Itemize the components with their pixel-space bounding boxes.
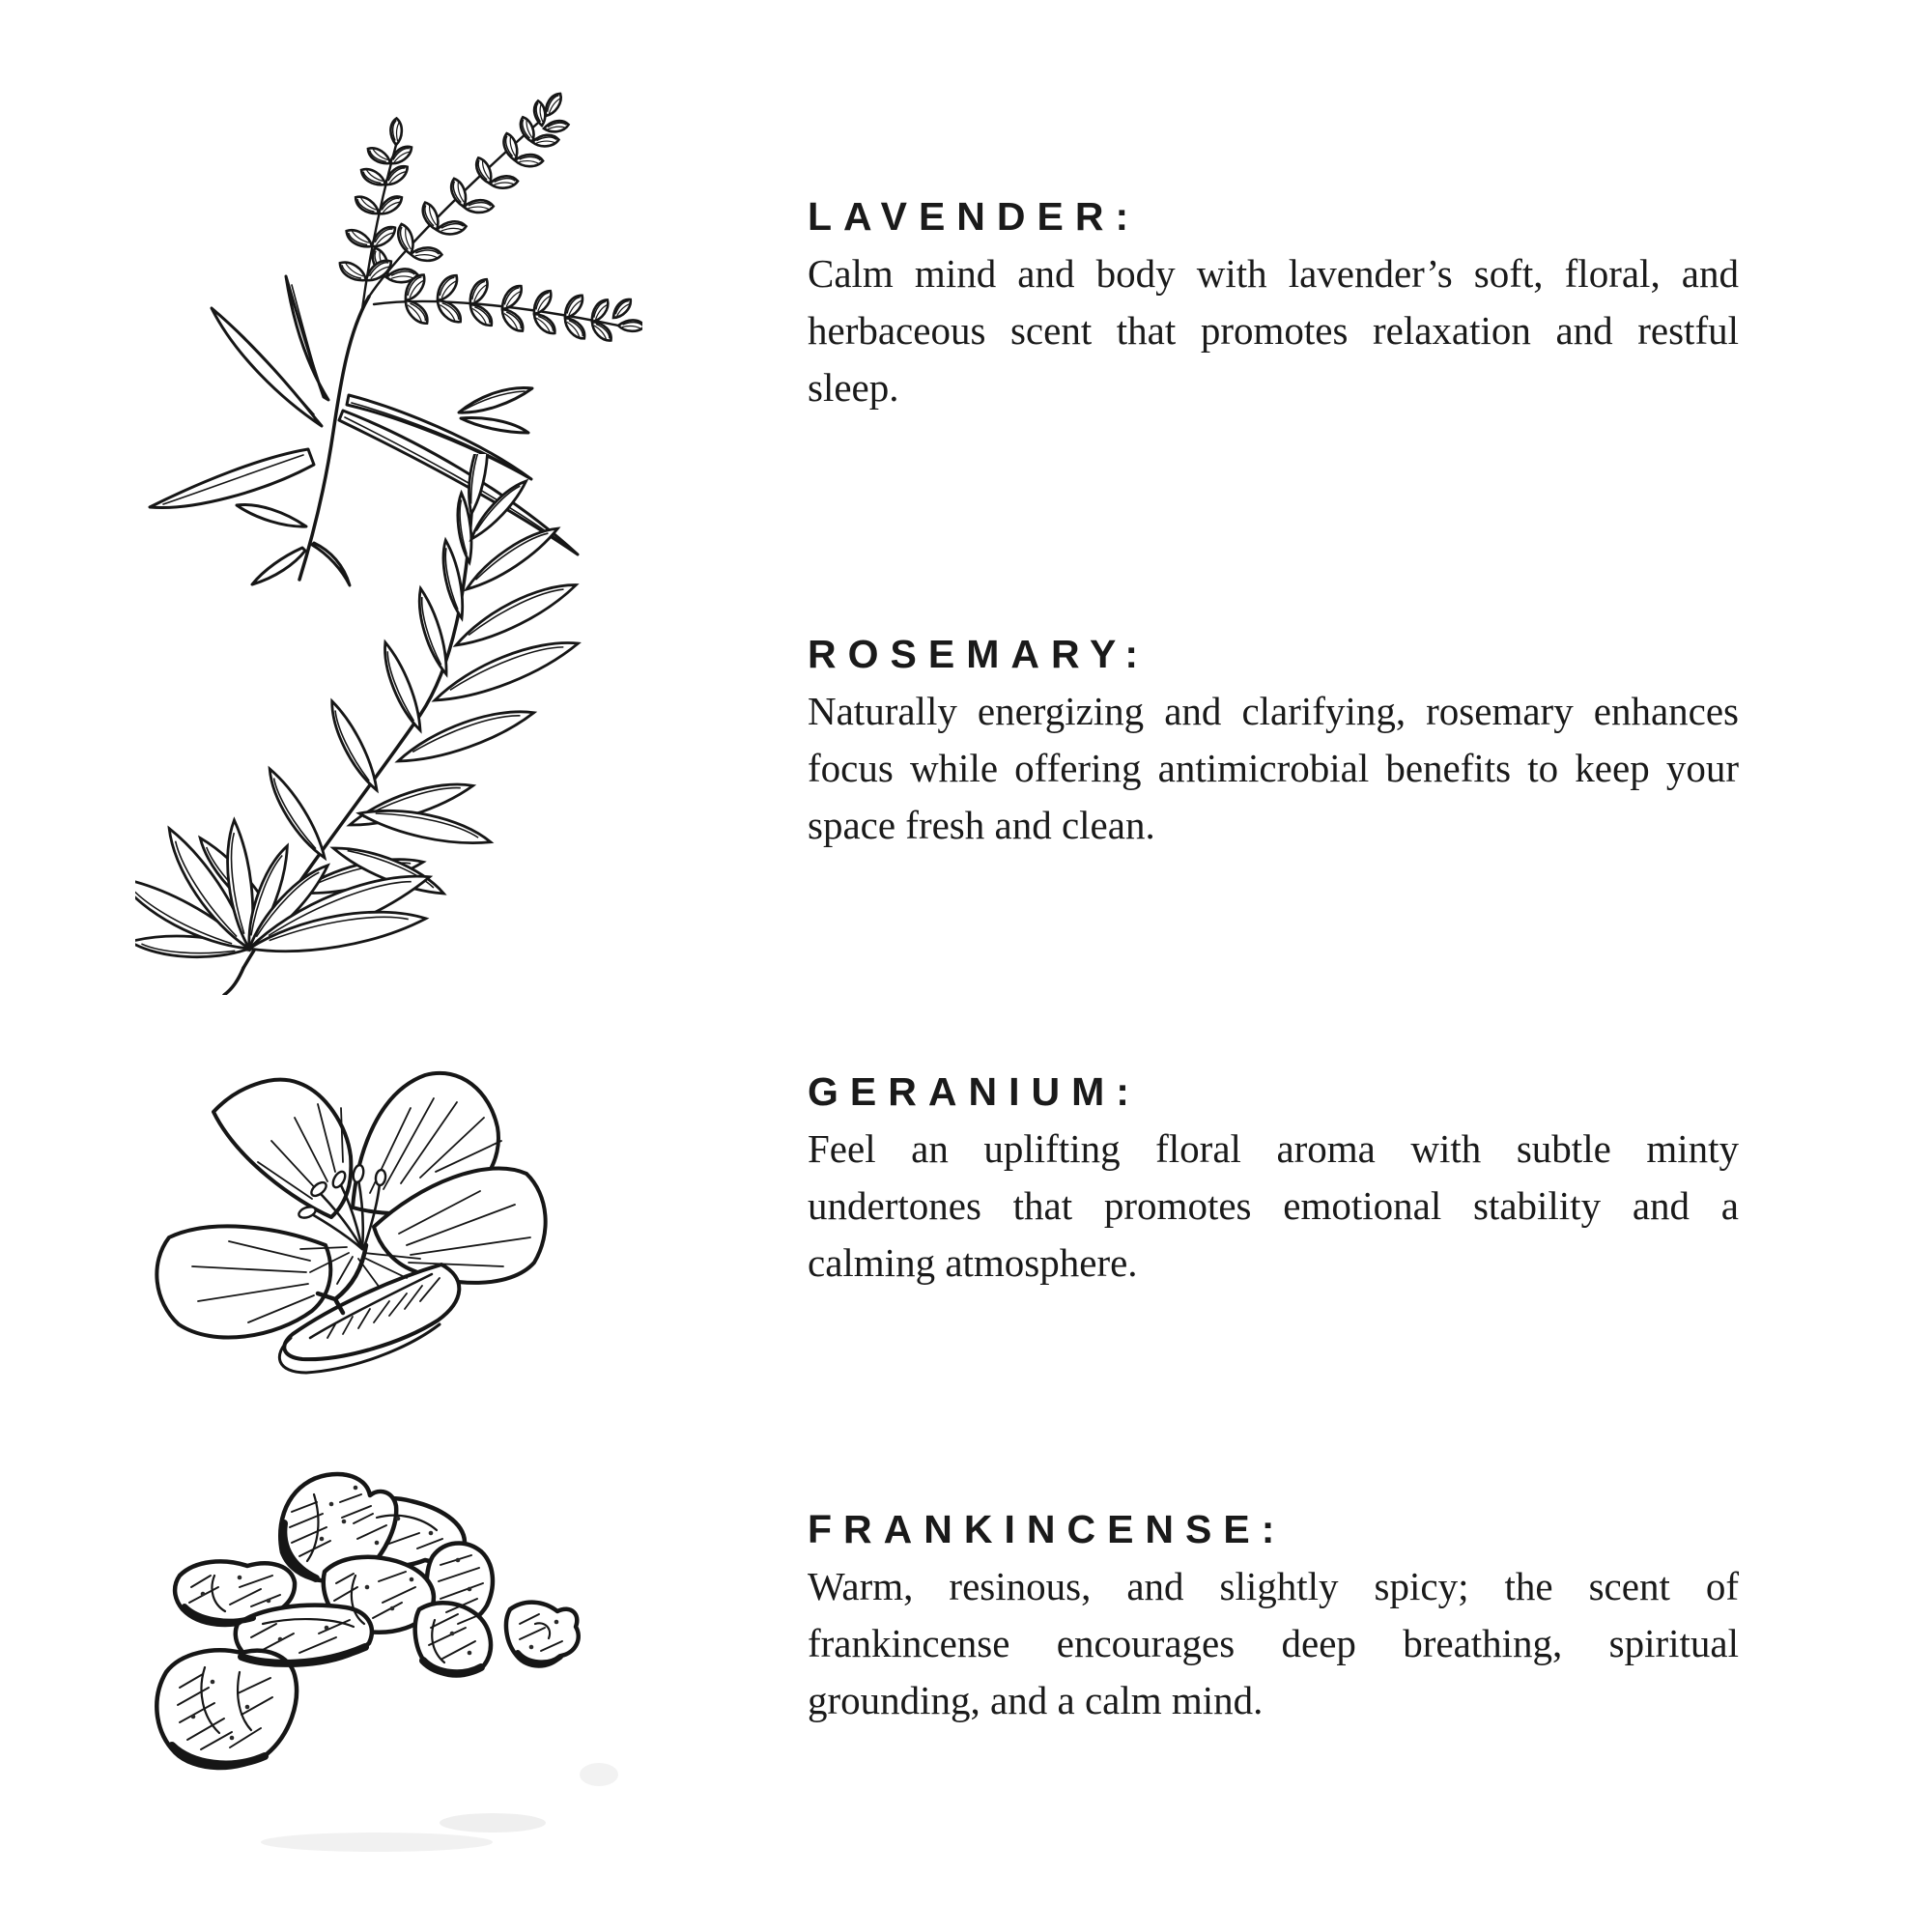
- frankincense-heading: FRANKINCENSE:: [808, 1507, 1287, 1551]
- lavender-description: Calm mind and body with lavender’s soft, floral, and herbaceous scent that promotes relaxation and restful sleep.: [808, 251, 1739, 410]
- frankincense-illustration: [87, 1463, 647, 1879]
- lavender-flower-spikes: [337, 91, 642, 345]
- geranium-description: Feel an uplifting floral aroma with subtle minty undertones that promotes emotional stability and a calming atmosphere.: [808, 1126, 1739, 1285]
- lavender-heading: LAVENDER:: [808, 194, 1141, 239]
- frankincense-shadow-smudges: [261, 1763, 618, 1852]
- section-geranium: [808, 1066, 1739, 1292]
- rosemary-needles: [135, 454, 582, 963]
- geranium-heading: GERANIUM:: [808, 1069, 1141, 1114]
- rosemary-illustration: [135, 454, 628, 995]
- rosemary-description: Naturally energizing and clarifying, rosemary enhances focus while offering antimicrobial benefits to keep your space fresh and clean.: [808, 689, 1739, 847]
- rosemary-heading: ROSEMARY:: [808, 632, 1150, 676]
- geranium-illustration: [121, 1048, 575, 1444]
- section-lavender: [808, 191, 1739, 416]
- frankincense-description: Warm, resinous, and slightly spicy; the scent of frankincense encourages deep breathing, spiritual grounding, and a calm mind.: [808, 1564, 1739, 1722]
- section-rosemary: [808, 629, 1739, 854]
- section-frankincense: [808, 1504, 1739, 1729]
- geranium-petals: [156, 1073, 545, 1359]
